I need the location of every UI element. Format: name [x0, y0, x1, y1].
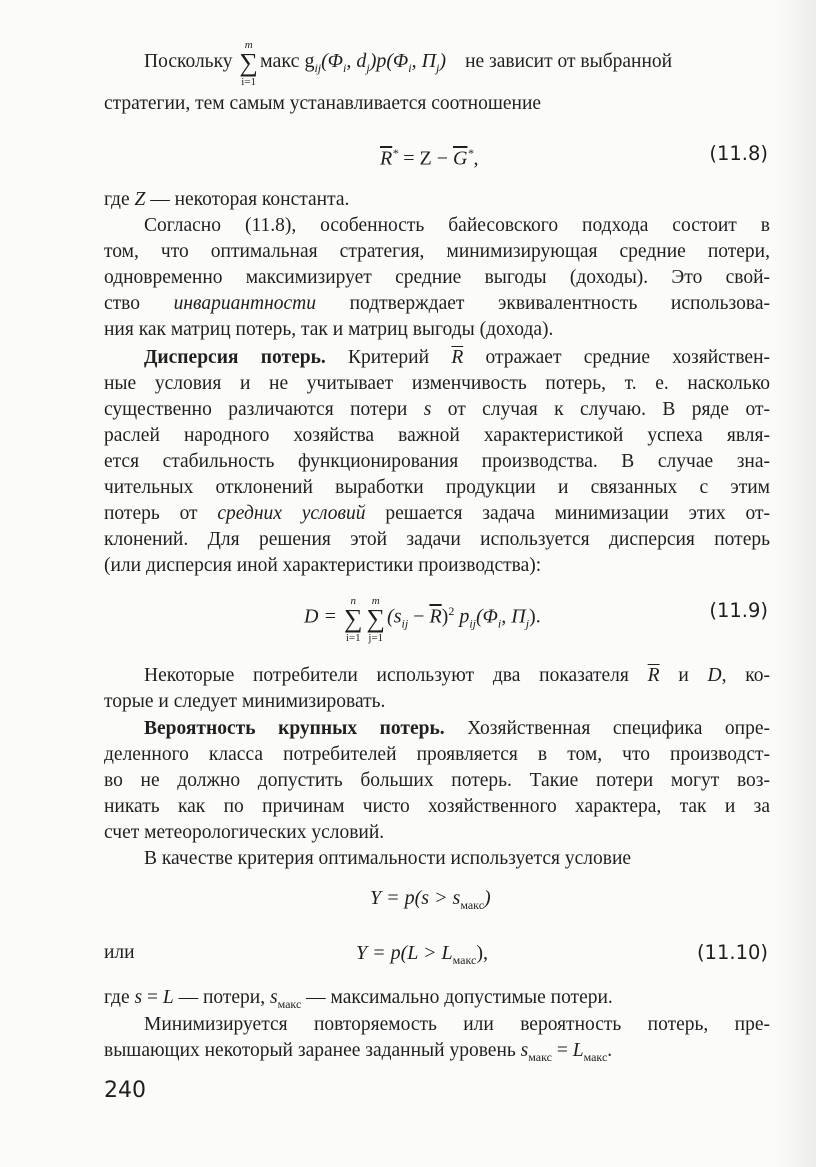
formula-part: (Φ	[476, 605, 498, 628]
text-line: никать как по причинам чисто хозяйственного характера, так и за	[104, 796, 770, 817]
text-fragment: решается задача минимизации этих от-	[365, 503, 770, 524]
text-fragment: s	[134, 987, 143, 1008]
text-fragment: Z	[134, 189, 146, 210]
formula-part: D =	[304, 605, 342, 628]
text-fragment: Некоторые потребители используют два показателя	[144, 665, 648, 686]
formula-part: , d	[346, 50, 367, 72]
formula-sub: макс	[452, 953, 477, 967]
text-fragment: =	[142, 987, 163, 1008]
formula-part: , Π	[411, 50, 437, 72]
sum-upper: n	[350, 594, 356, 607]
text-line: одновременно максимизирует средние выгоды (доходы). Это свой-	[104, 267, 770, 288]
formula-sub: i	[408, 61, 412, 75]
text-line: чительных отклонений выработки продукции и связанных с этим	[104, 477, 770, 498]
formula-part: )	[484, 887, 491, 909]
text-fragment: и	[659, 665, 708, 686]
text-line: ется стабильность функционирования производства. В случае зна-	[104, 451, 770, 472]
text-line	[104, 187, 770, 213]
text-fragment: где	[104, 987, 135, 1008]
text-fragment: L	[572, 1040, 584, 1061]
formula-sub: i	[343, 61, 347, 75]
page-number: 240	[104, 1078, 146, 1103]
text-line: Согласно (11.8), особенность байесовского подхода состоит в	[144, 215, 770, 236]
text-fragment: подтверждает эквивалентность использова-	[316, 293, 770, 314]
text-fragment: не зависит от выбранной	[465, 51, 673, 72]
formula-part: $\overline{G}$	[453, 147, 468, 170]
text-line: во не должно допустить больших потерь. Такие потери могут воз-	[104, 770, 770, 791]
text-sub: макс	[528, 1049, 552, 1064]
sum-lower: i=1	[241, 76, 257, 88]
formula-part: макс g	[259, 50, 315, 72]
equation-11-8	[380, 140, 478, 172]
formula-sub: ij	[314, 61, 322, 75]
sum-symbol: ∑ m i=1	[239, 39, 258, 88]
inline-formula	[237, 39, 451, 88]
text-line: ния как матриц потерь, так и матриц выгоды (дохода).	[104, 319, 554, 340]
text-fragment: потерь от	[104, 503, 218, 524]
text-line	[144, 716, 770, 742]
sum-lower: j=1	[368, 631, 384, 644]
text-fragment: s	[269, 987, 278, 1008]
text-fragment: , ко-	[721, 665, 771, 686]
formula-part: = Z −	[398, 147, 453, 170]
formula-sub: j	[436, 61, 440, 75]
text-line	[144, 39, 770, 88]
formula-part: $\overline{R}$	[429, 605, 442, 628]
sum-lower: i=1	[345, 631, 361, 644]
sum-symbol: ∑ m j=1	[366, 594, 386, 644]
equation-11-10a	[370, 885, 491, 918]
text-line: стратегии, тем самым устанавливается соотношение	[104, 93, 542, 114]
text-sub: макс	[277, 996, 302, 1011]
text-fragment: Поскольку	[144, 51, 233, 72]
text-line: клонений. Для решения этой задачи используется дисперсия потерь	[104, 529, 770, 550]
text-fragment: L	[162, 987, 174, 1008]
formula-part: ,	[473, 147, 479, 170]
text-fragment: инвариантности	[173, 293, 317, 314]
text-fragment: — некоторая константа.	[145, 189, 350, 210]
text-fragment: — максимально допустимые потери.	[301, 987, 613, 1008]
text-line	[104, 397, 770, 423]
formula-part: Y = p(s > s	[370, 887, 461, 909]
text-line	[144, 345, 770, 371]
text-fragment: где	[104, 189, 135, 210]
equation-number: (11.10)	[696, 941, 768, 964]
formula-part: )p(Φ	[369, 50, 409, 72]
text-line: том, что оптимальная стратегия, минимизирующая средние потери,	[104, 241, 770, 262]
text-line: счет метеорологических условий.	[104, 822, 385, 843]
text-fragment: $\overline{R}$	[451, 347, 464, 368]
text-fragment: s	[520, 1040, 529, 1061]
formula-sub: j	[525, 616, 530, 631]
formula-part: Y = p(L > L	[356, 942, 453, 964]
equation-11-10b	[356, 940, 488, 973]
text-fragment: s	[423, 399, 432, 420]
equation-number: (11.9)	[709, 599, 768, 622]
text-fragment: Хозяйственная специфика опре-	[444, 718, 770, 739]
text-fragment: — потери,	[173, 987, 270, 1008]
text-line: деленного класса потребителей проявляется в том, что производст-	[104, 744, 770, 765]
text-line: или	[104, 942, 135, 963]
text-line: раслей народного хозяйства важной характеристикой успеха явля-	[104, 425, 770, 446]
text-line	[104, 291, 770, 317]
text-fragment: D	[707, 665, 722, 686]
sum-symbol: ∑ n i=1	[343, 594, 363, 644]
paragraph-heading: Дисперсия потерь.	[144, 347, 326, 368]
formula-part: p	[454, 605, 470, 628]
text-sub: макс	[583, 1049, 608, 1064]
text-line: торые и следует минимизировать.	[104, 691, 386, 712]
formula-sup: *	[392, 146, 399, 160]
sum-upper: m	[371, 594, 380, 607]
text-line	[144, 663, 770, 689]
formula-part: ),	[476, 942, 489, 964]
text-fragment: ство	[104, 293, 174, 314]
formula-sup: *	[467, 146, 474, 160]
text-fragment: Критерий	[325, 347, 452, 368]
formula-part: )	[439, 50, 447, 72]
formula-sub: j	[366, 61, 370, 75]
text-fragment: средних условий	[217, 503, 366, 524]
formula-sub: макс	[460, 898, 485, 912]
page-gutter-shadow	[772, 0, 816, 1167]
formula-part: , Π	[501, 605, 526, 628]
formula-part: (Φ	[321, 50, 344, 72]
text-fragment: существенно различаются потери	[104, 399, 424, 420]
formula-part: ).	[529, 605, 541, 628]
text-fragment: .	[607, 1040, 613, 1061]
equation-number: (11.8)	[709, 142, 768, 165]
formula-sub: ij	[401, 616, 409, 631]
formula-sub: ij	[469, 616, 477, 631]
formula-part: $\overline{R}$	[380, 147, 393, 170]
text-line: Минимизируется повторяемость или вероятность потерь, пре-	[144, 1014, 770, 1035]
formula-part: −	[408, 605, 430, 628]
formula-part: )	[441, 605, 449, 628]
paragraph-heading: Вероятность крупных потерь.	[144, 718, 445, 739]
text-line	[104, 1038, 770, 1070]
sum-upper: m	[244, 39, 253, 51]
text-line	[104, 501, 770, 527]
formula-sub: i	[497, 616, 502, 631]
formula-part: (s	[387, 605, 402, 628]
text-fragment: вышающих некоторый заранее заданный уровень	[104, 1040, 521, 1061]
formula-sup: 2	[448, 604, 455, 618]
text-fragment: $\overline{R}$	[647, 665, 660, 686]
text-line: (или дисперсия иной характеристики производства):	[104, 555, 542, 576]
text-line: ные условия и не учитывает изменчивость потерь, т. е. насколько	[104, 373, 770, 394]
text-fragment: от случая к случаю. В ряде от-	[431, 399, 770, 420]
text-line: В качестве критерия оптимальности используется условие	[144, 848, 632, 869]
text-fragment: =	[551, 1040, 573, 1061]
text-fragment: отражает средние хозяйствен-	[463, 347, 770, 368]
equation-11-9	[304, 594, 541, 644]
